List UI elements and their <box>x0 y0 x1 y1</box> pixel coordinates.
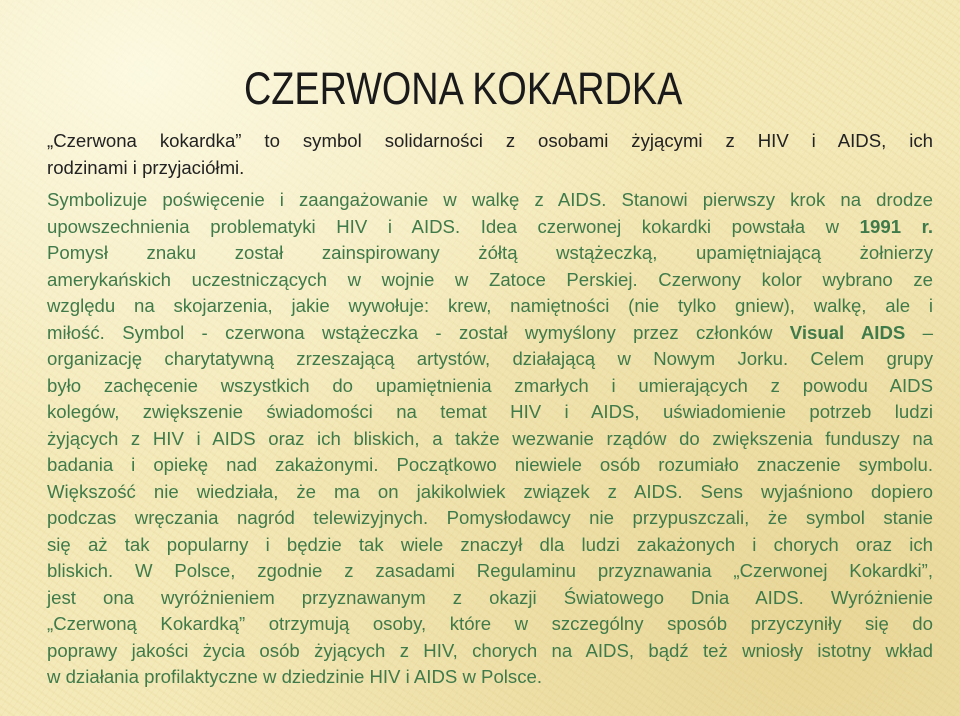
text-run: w działania profilaktyczne w dziedzinie HIV i AIDS w Polsce. <box>47 666 543 687</box>
text-run: kolegów, zwiększenie świadomości na temat HIV i AIDS, uświadomienie potrzeb ludzi <box>47 401 933 422</box>
text-line <box>47 505 933 532</box>
text-run: było zachęcenie wszystkich do upamiętnienia zmarłych i umierających z powodu AIDS <box>47 374 933 396</box>
text-run: badania i opiekę nad zakażonymi. Początkowo niewiele osób rozumiało znaczenie symbolu. <box>47 454 933 475</box>
text-run: Symbolizuje poświęcenie i zaangażowanie w walkę z AIDS. Stanowi pierwszy krok na drodze <box>47 189 933 210</box>
bold-text-run: Visual AIDS <box>789 321 906 343</box>
text-run: amerykańskich uczestniczących w wojnie w Zatoce Perskiej. Czerwony kolor wybrano ze <box>47 268 933 290</box>
text-run: Pomysł znaku został zainspirowany żółtą wstążeczką, upamiętniającą żołnierzy <box>47 242 933 263</box>
text-line <box>47 346 933 373</box>
text-line <box>47 293 933 320</box>
text-run: miłość. Symbol - czerwona wstążeczka - został wymyślony przez członków <box>47 321 790 343</box>
bold-text-run: 1991 r. <box>859 215 934 237</box>
text-run: Większość nie wiedziała, że ma on jakikolwiek związek z AIDS. Sens wyjaśniono dopiero <box>47 480 933 502</box>
text-line <box>47 479 933 506</box>
text-line <box>47 558 933 585</box>
text-run: „Czerwona kokardka” to symbol solidarności z osobami żyjącymi z HIV i AIDS, ich <box>47 130 933 151</box>
slide-title: CZERWONA KOKARDKA <box>244 63 683 114</box>
text-run: poprawy jakości życia osób żyjących z HIV, chorych na AIDS, bądź też wniosły istotny wkład <box>47 639 933 661</box>
text-run: jest ona wyróżnieniem przyznawanym z okazji Światowego Dnia AIDS. Wyróżnienie <box>47 586 933 608</box>
text-line <box>47 373 933 400</box>
text-run: względu na skojarzenia, jakie wywołuje: krew, namiętności (nie tylko gniew), walkę, ale i <box>47 295 933 316</box>
text-run: bliskich. W Polsce, zgodnie z zasadami Regulaminu przyznawania „Czerwonej Kokardki”, <box>47 560 933 581</box>
text-run: żyjących z HIV i AIDS oraz ich bliskich, a także wezwanie rządów do zwiększenia funduszy na <box>47 427 933 449</box>
text-line <box>47 267 933 294</box>
text-run: się aż tak popularny i będzie tak wiele znaczył dla ludzi zakażonych i chorych oraz ich <box>47 533 933 555</box>
text-line <box>47 452 933 479</box>
text-run: „Czerwoną Kokardką” otrzymują osoby, które w szczególny sposób przyczyniły się do <box>47 613 933 634</box>
text-line <box>47 638 933 665</box>
text-line <box>47 426 933 453</box>
text-line <box>47 399 933 426</box>
text-line <box>47 532 933 559</box>
text-line <box>47 585 933 612</box>
text-run: upowszechnienia problematyki HIV i AIDS. Idea czerwonej kokardki powstała w <box>47 215 860 237</box>
text-run: podczas wręczania nagród telewizyjnych. Pomysłodawcy nie przypuszczali, że symbol stanie <box>47 507 933 528</box>
text-line <box>47 187 933 214</box>
text-run: rodzinami i przyjaciółmi. <box>47 156 245 178</box>
text-line <box>47 320 933 347</box>
text-line <box>47 240 933 267</box>
text-line <box>47 611 933 638</box>
text-line <box>47 664 933 691</box>
intro-paragraph <box>47 128 933 181</box>
text-line <box>47 128 933 155</box>
text-run: – <box>905 321 933 343</box>
text-line <box>47 155 933 182</box>
main-paragraph <box>47 187 933 691</box>
text-line <box>47 214 933 241</box>
body-text <box>47 128 933 691</box>
text-run: organizację charytatywną zrzeszającą artystów, działającą w Nowym Jorku. Celem grupy <box>47 348 933 369</box>
